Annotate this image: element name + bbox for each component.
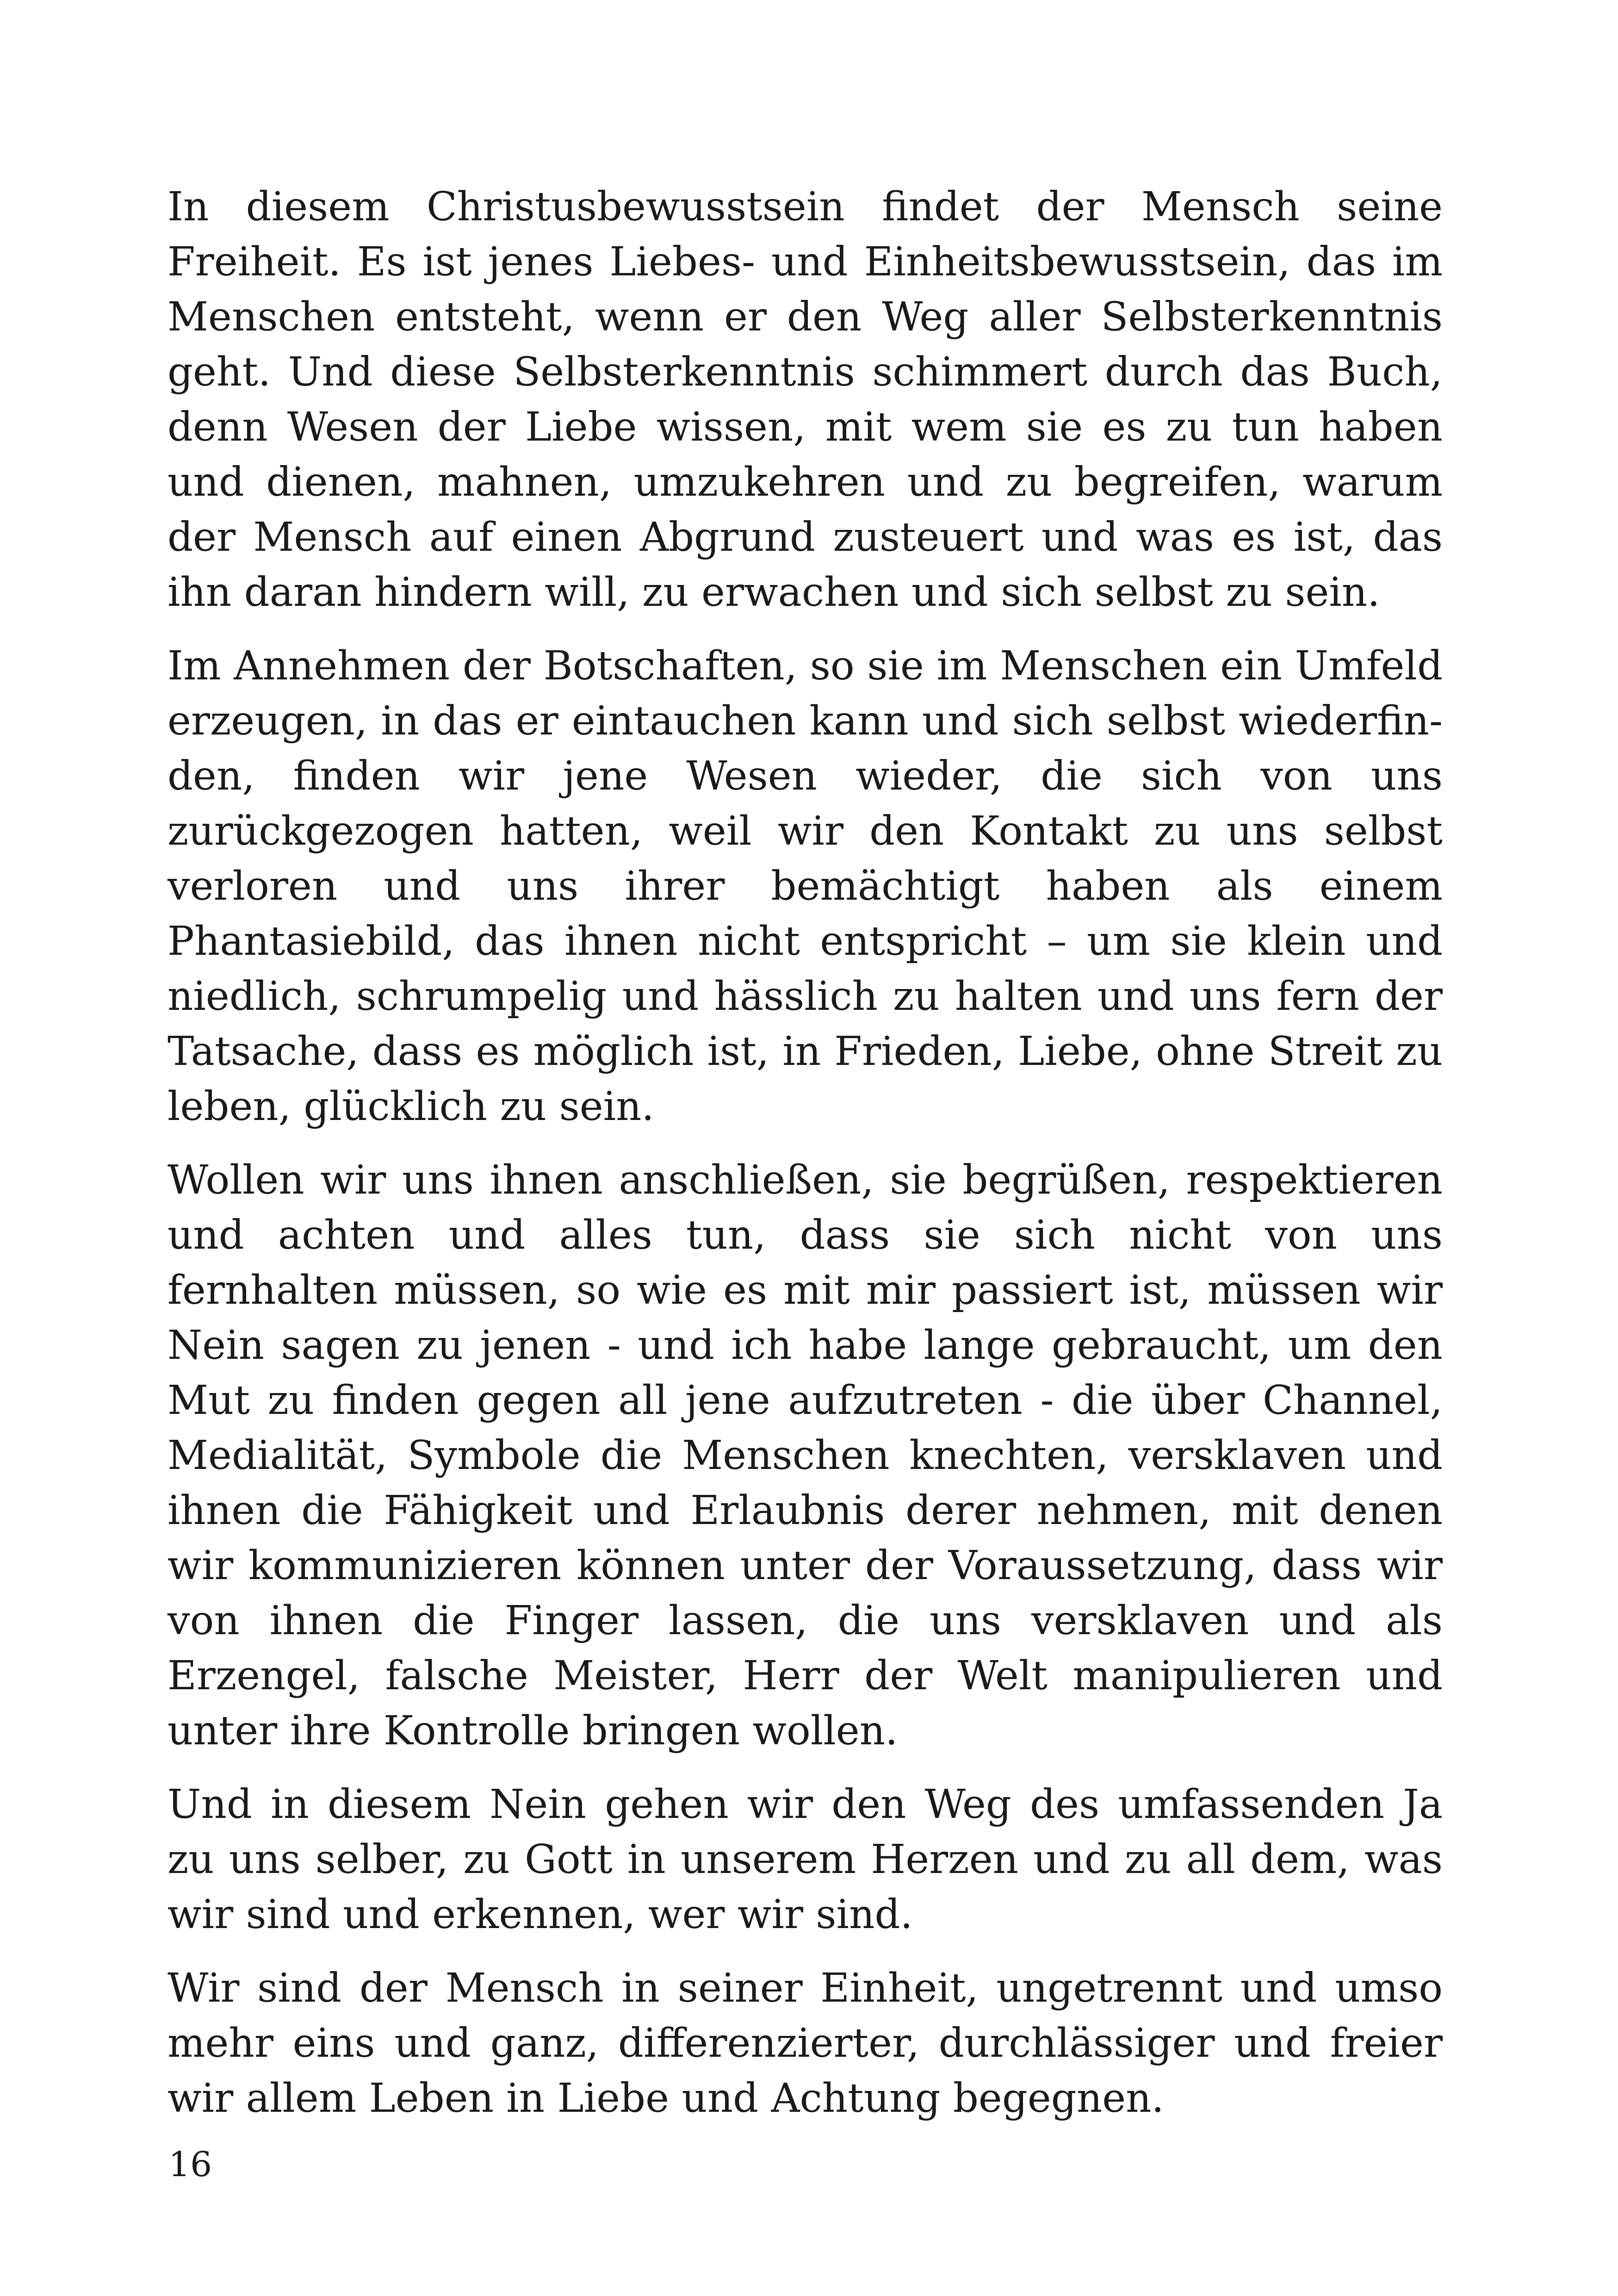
paragraph-2: Im Annehmen der Botschaften, so sie im Menschen ein Umfeld erzeugen, in das er eintauchen kann und sich selbst wiederfinden, finden wir jene Wesen wieder, die sich von uns zurückgezogen hatten, weil wir den Kontakt zu uns selbst verloren und uns ihrer bemächtigt haben als einem Phantasiebild, das ihnen nicht entspricht – um sie klein und niedlich, schrumpelig und hässlich zu halten und uns fern der Tatsache, dass es möglich ist, in Frieden, Liebe, ohne Streit zu leben, glücklich zu sein. [167,643,1443,1130]
body-text [167,180,1443,2145]
page-number: 16 [168,2145,212,2184]
paragraph-1: In diesem Christusbewusstsein findet der Mensch seine Freiheit. Es ist jenes Liebes- und Einheitsbewusstsein, das im Menschen entsteht, wenn er den Weg aller Selbsterkenntnis geht. Und diese Selbsterkenntnis schimmert durch das Buch, denn Wesen der Liebe wissen, mit wem sie es zu tun haben und dienen, mahnen, umzukehren und zu begreifen, warum der Mensch auf einen Abgrund zusteuert und was es ist, das ihn daran hindern will, zu erwachen und sich selbst zu sein. [167,184,1443,616]
paragraph-5: Wir sind der Mensch in seiner Einheit, ungetrennt und umso mehr eins und ganz, differenzierter, durchlässiger und freier wir allem Leben in Liebe und Achtung begegnen. [167,1965,1443,2122]
paragraph-4: Und in diesem Nein gehen wir den Weg des umfassenden Ja zu uns selber, zu Gott in unserem Herzen und zu all dem, was wir sind und erkennen, wer wir sind. [167,1781,1443,1938]
paragraph-3: Wollen wir uns ihnen anschließen, sie begrüßen, respektieren und achten und alles tun, dass sie sich nicht von uns fernhalten müssen, so wie es mit mir passiert ist, müssen wir Nein sagen zu jenen - und ich habe lange gebraucht, um den Mut zu finden gegen all jene aufzutreten - die über Channel, Medialität, Symbole die Menschen knechten, versklaven und ihnen die Fähigkeit und Erlaubnis derer nehmen, mit denen wir kommunizieren können unter der Voraussetzung, dass wir von ihnen die Finger lassen, die uns versklaven und als Erzengel, falsche Meister, Herr der Welt manipulieren und unter ihre Kontrolle bringen wollen. [167,1157,1443,1754]
